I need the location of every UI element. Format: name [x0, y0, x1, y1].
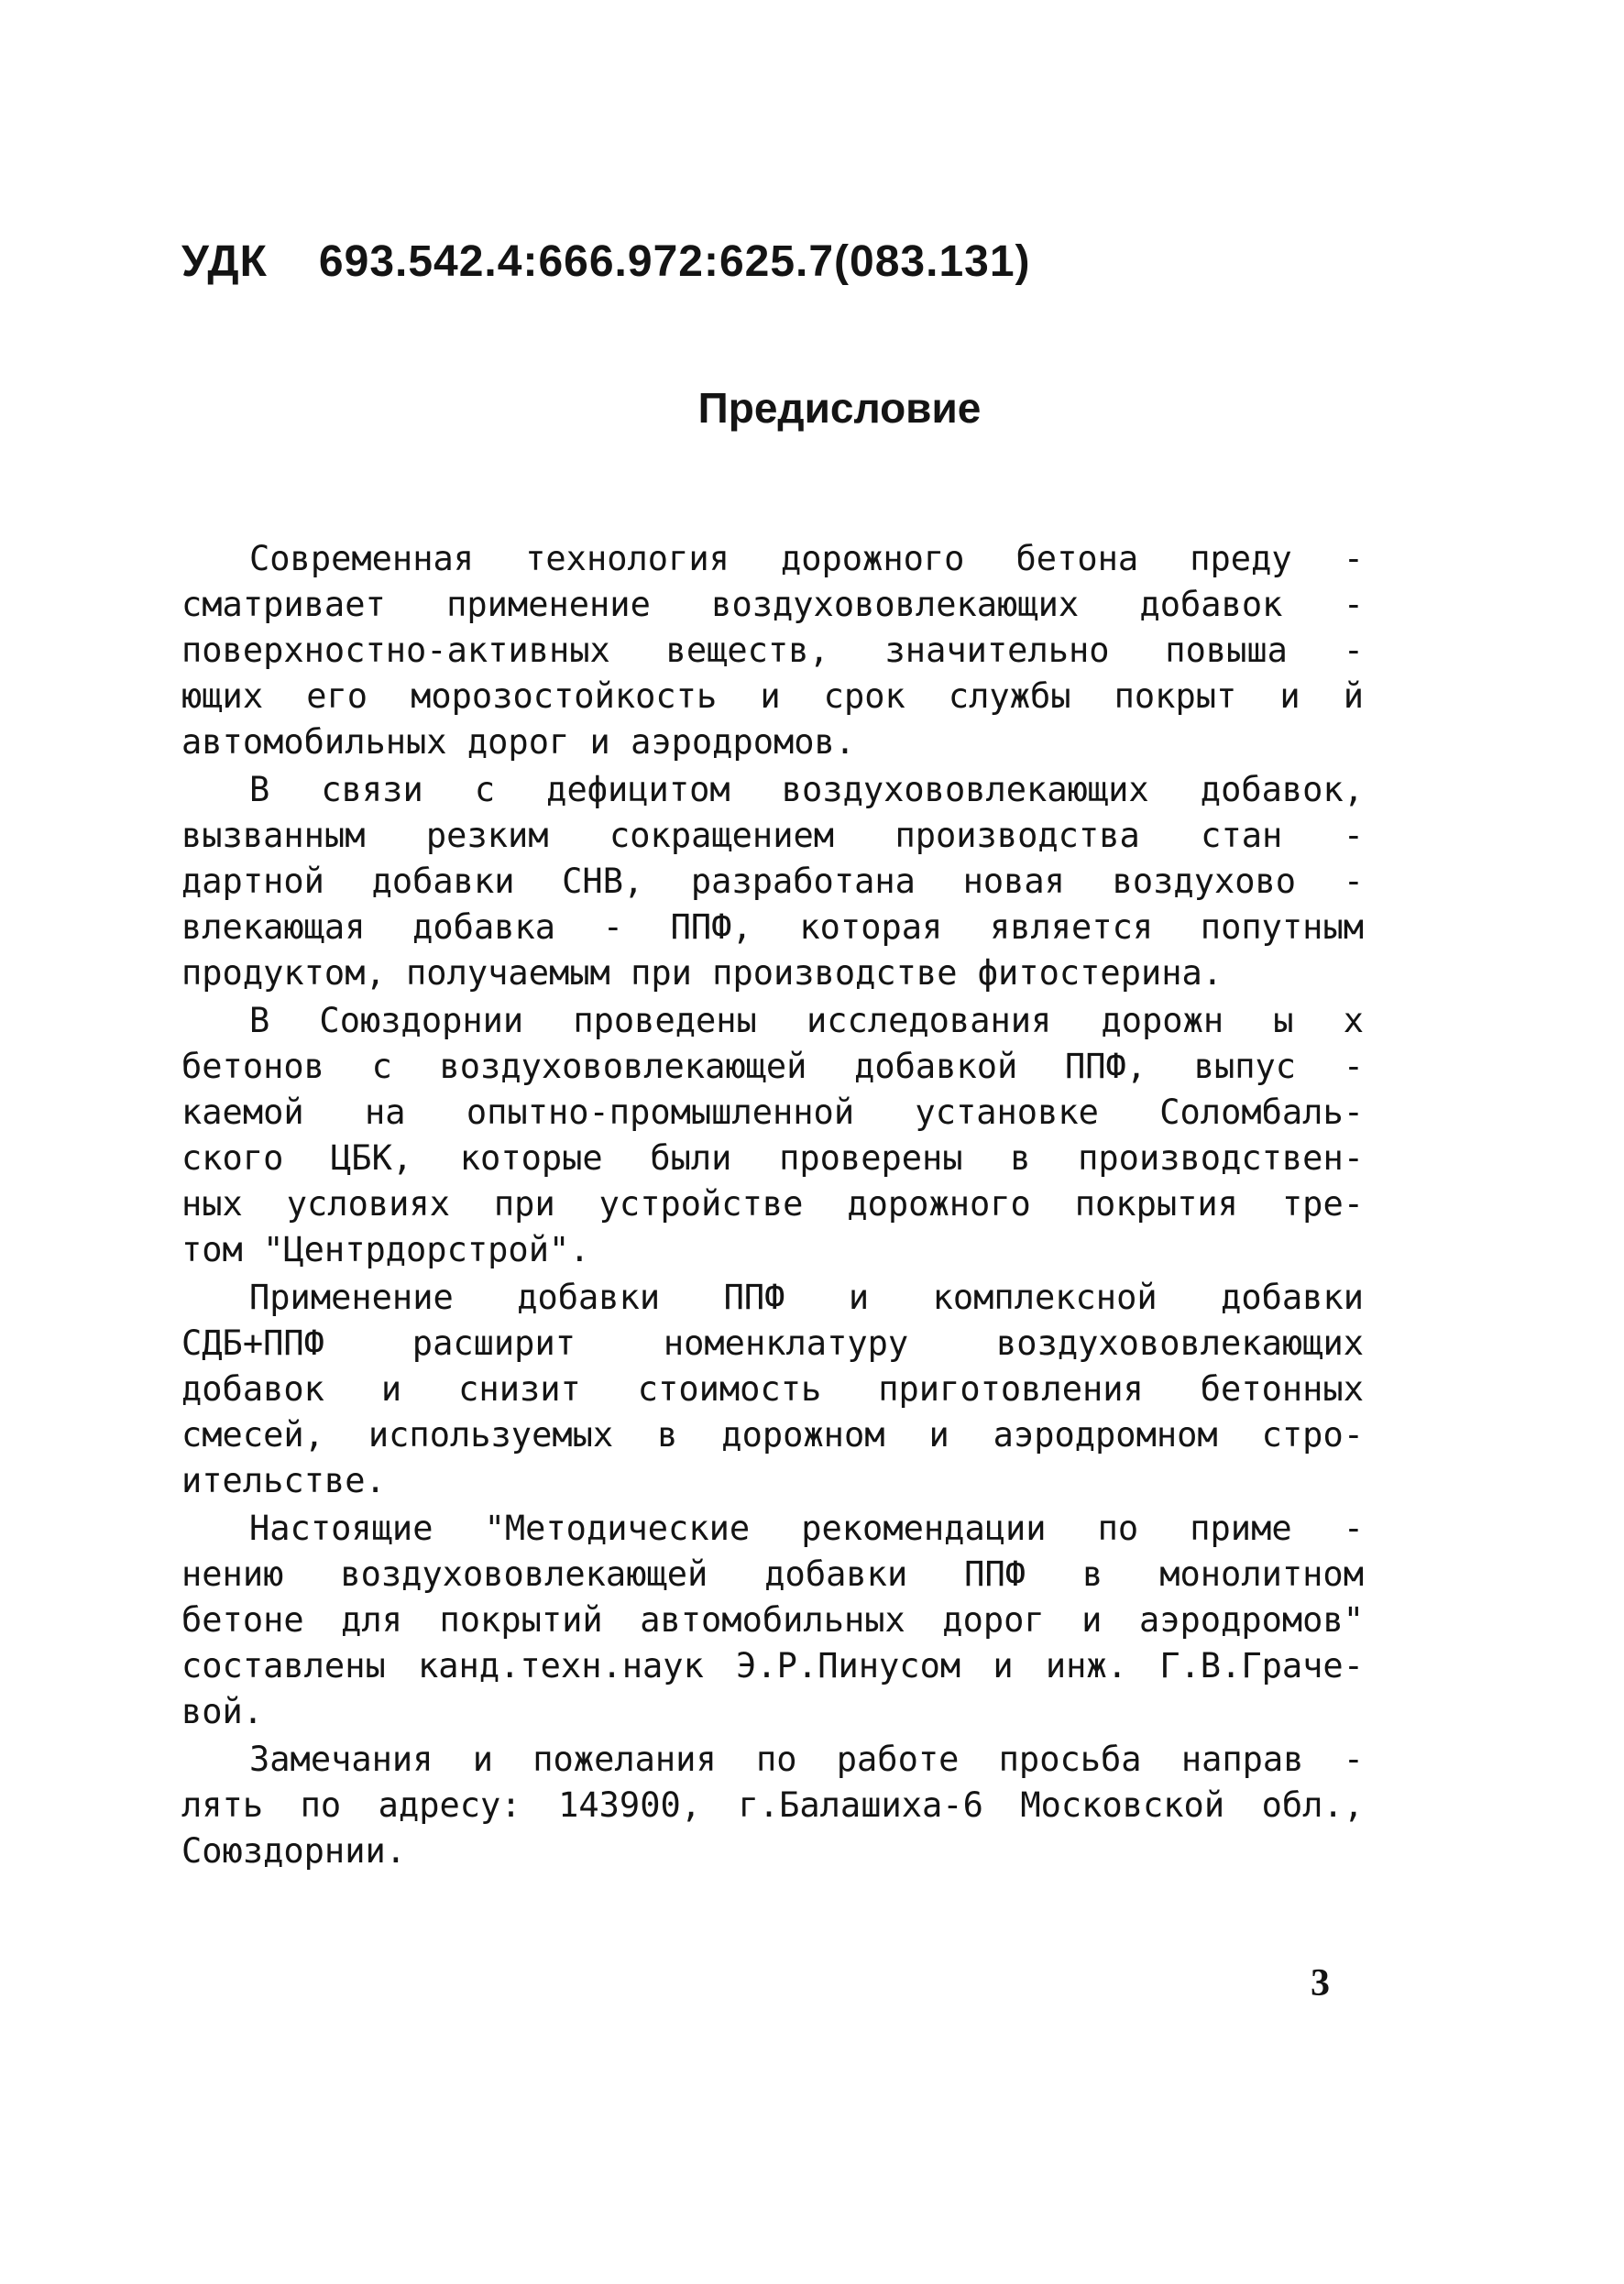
text-line: том "Центрдорстрой".	[181, 1230, 590, 1269]
text-line: автомобильных дорог и аэродромов.	[181, 722, 856, 762]
text-line: ных условиях при устройстве дорожного покрытия тре-	[181, 1184, 1364, 1224]
text-line: В Союздорнии проведены исследования дорожн ы х	[249, 1001, 1364, 1040]
text-line: ского ЦБК, которые были проверены в производствен-	[181, 1138, 1364, 1178]
text-line: добавок и снизит стоимость приготовления бетонных	[181, 1369, 1364, 1409]
text-line: бетонов с воздухововлекающей добавкой ППФ, выпус -	[181, 1047, 1364, 1086]
text-line: лять по адресу: 143900, г.Балашиха-6 Московской обл.,	[181, 1785, 1364, 1825]
text-line: ительстве.	[181, 1461, 386, 1500]
text-line: дартной добавки СНВ, разработана новая воздухово -	[181, 862, 1364, 901]
text-line: продуктом, получаемым при производстве фитостерина.	[181, 953, 1223, 993]
text-line: вой.	[181, 1692, 264, 1731]
text-line: Применение добавки ППФ и комплексной добавки	[249, 1278, 1364, 1317]
udk-classification	[181, 236, 1031, 287]
text-line: Современная технология дорожного бетона преду -	[249, 539, 1364, 578]
text-line: ющих его морозостойкость и срок службы покрыт и й	[181, 676, 1364, 716]
page-number: 3	[1311, 1962, 1330, 2004]
udk-label: УДК	[181, 237, 268, 286]
text-line: нению воздухововлекающей добавки ППФ в монолитном	[181, 1554, 1364, 1594]
udk-code: 693.542.4:666.972:625.7(083.131)	[318, 237, 1031, 286]
text-line: каемой на опытно-промышленной установке Соломбаль-	[181, 1093, 1364, 1132]
text-line: В связи с дефицитом воздухововлекающих добавок,	[249, 770, 1364, 809]
text-line: СДБ+ППФ расширит номенклатуру воздухововлекающих	[181, 1323, 1364, 1363]
text-line: составлены канд.техн.наук Э.Р.Пинусом и инж. Г.В.Граче-	[181, 1646, 1364, 1686]
page-title: Предисловие	[697, 384, 982, 432]
text-line: влекающая добавка - ППФ, которая является попутным	[181, 907, 1364, 947]
text-line: вызванным резким сокращением производства стан -	[181, 816, 1364, 855]
text-line: смесей, используемых в дорожном и аэродромном стро-	[181, 1415, 1364, 1455]
text-line: Настоящие "Методические рекомендации по приме -	[249, 1509, 1364, 1548]
text-line: бетоне для покрытий автомобильных дорог и аэродромов"	[181, 1600, 1364, 1640]
text-line: Замечания и пожелания по работе просьба направ -	[249, 1740, 1364, 1779]
text-line: Союздорнии.	[181, 1831, 407, 1871]
text-line: поверхностно-активных веществ, значительно повыша -	[181, 631, 1364, 670]
text-line: сматривает применение воздухововлекающих добавок -	[181, 585, 1364, 624]
